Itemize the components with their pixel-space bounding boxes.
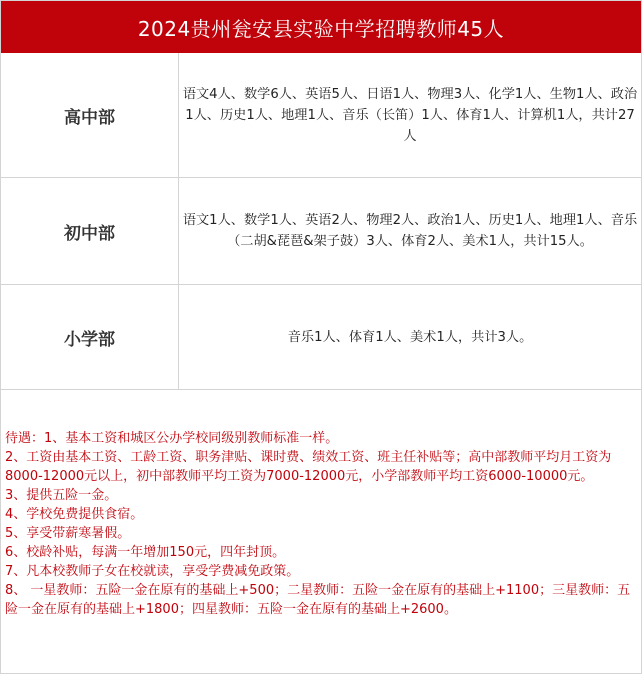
table-row <box>1 53 641 178</box>
benefit-item: 3、提供五险一金。 <box>5 488 118 503</box>
table-row <box>1 285 641 390</box>
department-name: 初中部 <box>1 178 179 285</box>
department-name: 高中部 <box>1 53 179 178</box>
positions-table <box>1 53 641 390</box>
benefit-item: 7、凡本校教师子女在校就读，享受学费减免政策。 <box>5 564 300 579</box>
department-positions: 音乐1人、体育1人、美术1人，共计3人。 <box>179 285 642 390</box>
benefit-item: 6、校龄补贴，每满一年增加150元，四年封顶。 <box>5 545 286 560</box>
table-row <box>1 178 641 285</box>
page-title: 2024贵州瓮安县实验中学招聘教师45人 <box>1 1 641 53</box>
benefits-section <box>5 429 637 619</box>
benefit-item: 5、享受带薪寒暑假。 <box>5 526 131 541</box>
department-name: 小学部 <box>1 285 179 390</box>
department-positions: 语文4人、数学6人、英语5人、日语1人、物理3人、化学1人、生物1人、政治1人、历史1人、地理1人、音乐（长笛）1人、体育1人、计算机1人，共计27人 <box>179 53 642 178</box>
benefit-item: 2、工资由基本工资、工龄工资、职务津贴、课时费、绩效工资、班主任补贴等；高中部教师平均月工资为8000-12000元以上，初中部教师平均工资为7000-12000元，小学部教师平均工资6000-10000元。 <box>5 450 612 484</box>
benefit-item: 8、 一星教师：五险一金在原有的基础上+500；二星教师：五险一金在原有的基础上+1100；三星教师：五险一金在原有的基础上+1800；四星教师：五险一金在原有的基础上+2600。 <box>5 583 631 617</box>
benefit-item: 待遇：1、基本工资和城区公办学校同级别教师标准一样。 <box>5 431 339 446</box>
department-positions: 语文1人、数学1人、英语2人、物理2人、政治1人、历史1人、地理1人、音乐（二胡&琵琶&架子鼓）3人、体育2人、美术1人，共计15人。 <box>179 178 642 285</box>
benefit-item: 4、学校免费提供食宿。 <box>5 507 144 522</box>
